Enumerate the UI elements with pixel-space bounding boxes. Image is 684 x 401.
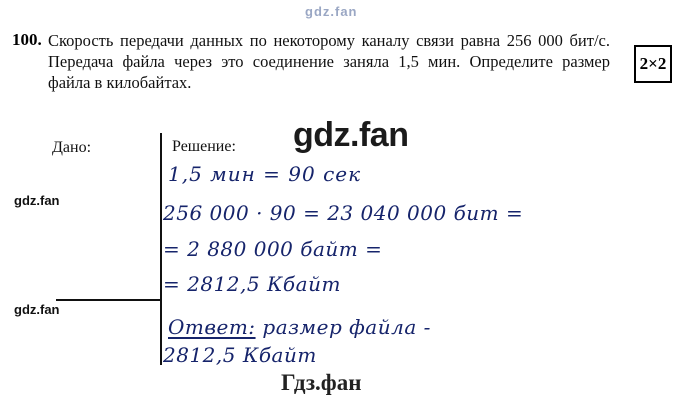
solution-line-3: = 2 880 000 байт =: [163, 237, 383, 261]
answer-value: 2812,5 Кбайт: [163, 343, 317, 367]
solution-label: Решение:: [172, 138, 236, 155]
horizontal-divider: [56, 299, 161, 301]
badge-label: 2×2: [639, 54, 667, 73]
badge-box: [634, 45, 672, 83]
given-label: Дано:: [52, 139, 92, 156]
solution-line-2: 256 000 · 90 = 23 040 000 бит =: [163, 201, 524, 225]
solution-line-4: = 2812,5 Кбайт: [163, 272, 341, 296]
solution-line-1: 1,5 мин = 90 сек: [168, 162, 362, 186]
watermark-left-lower: gdz.fan: [14, 302, 60, 317]
watermark-top: gdz.fan: [305, 4, 358, 19]
task-statement: Скорость передачи данных по некоторому каналу связи равна 256 000 бит/с. Передача файла через это соединение заняла 1,5 мин. Определите размер файла в килобайтах.: [48, 31, 610, 92]
answer-text-1: размер файла -: [262, 315, 431, 339]
answer-line: [168, 315, 431, 339]
answer-label: Ответ:: [168, 315, 256, 339]
watermark-bottom: Гдз.фан: [281, 370, 362, 395]
watermark-left-upper: gdz.fan: [14, 193, 60, 208]
watermark-center: gdz.fan: [293, 116, 409, 154]
task-number: 100.: [12, 30, 42, 49]
vertical-divider: [160, 133, 162, 365]
